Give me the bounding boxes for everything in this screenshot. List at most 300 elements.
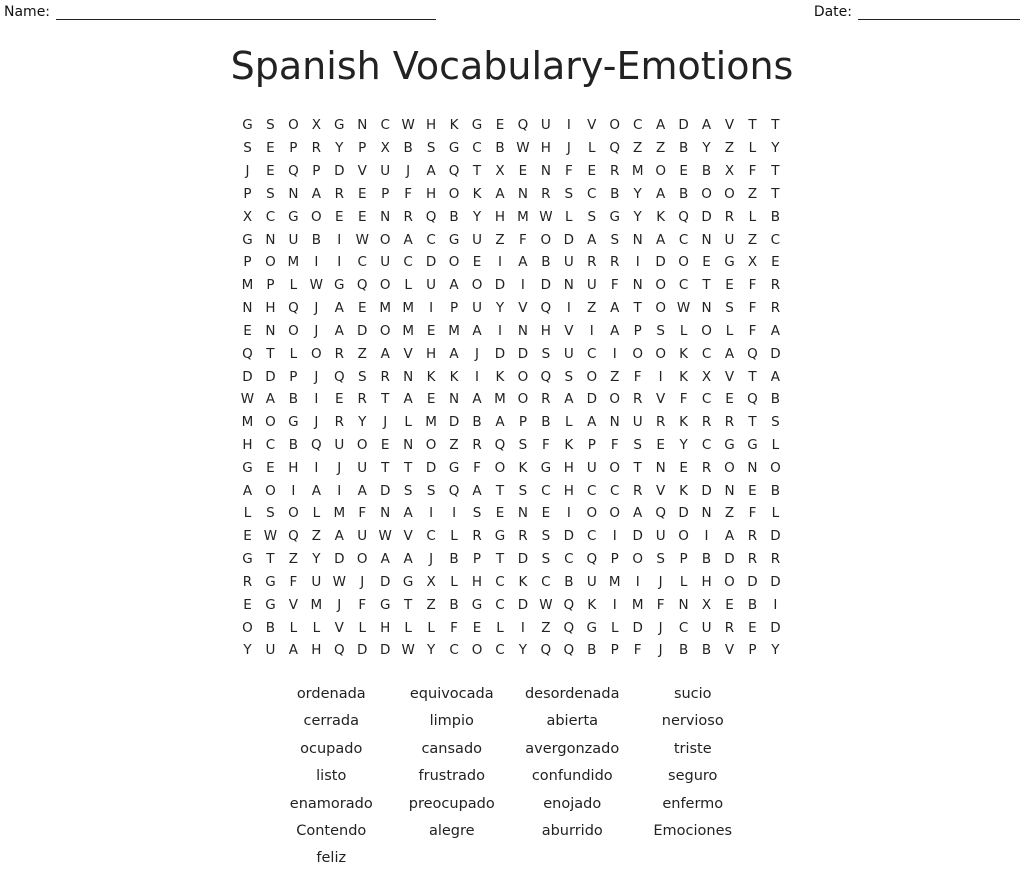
grid-letter: R [724,208,735,225]
grid-letter: I [520,619,525,636]
grid-letter: Q [540,300,552,317]
grid-letter: E [335,208,344,225]
grid-letter: Y [771,140,780,157]
grid-letter: R [541,185,551,202]
grid-letter: N [609,414,620,431]
grid-letter: E [357,208,367,225]
grid-letter: R [472,528,482,545]
grid-letter: A [403,505,413,522]
grid-letter: D [655,254,666,271]
grid-letter: A [495,185,505,202]
grid-letter: B [564,573,574,590]
grid-letter: G [747,437,758,453]
grid-letter: T [381,459,390,476]
grid-letter: E [725,391,734,408]
grid-letter: S [656,322,665,339]
grid-letter: Q [333,642,345,659]
grid-letter: A [587,414,597,431]
grid-letter: O [288,117,299,134]
grid-letter: V [403,528,413,545]
grid-letter: B [403,140,413,157]
grid-letter: F [404,185,413,202]
grid-letter: M [631,596,644,613]
grid-letter: J [314,322,319,339]
grid-letter: N [678,596,689,613]
grid-letter: M [517,208,529,225]
page-title: Spanish Vocabulary-Emotions [230,44,794,88]
grid-letter: Y [472,208,482,225]
grid-letter: V [403,345,413,362]
grid-letter: W [539,208,553,225]
grid-letter: D [770,573,781,590]
grid-letter: M [241,414,254,431]
grid-letter: X [701,596,712,613]
grid-letter: B [311,231,321,248]
grid-letter: O [379,322,391,339]
grid-letter: X [242,208,253,225]
grid-letter: D [494,345,506,362]
grid-letter: M [494,391,506,408]
grid-letter: E [426,322,436,339]
grid-letter: G [471,596,483,613]
grid-letter: F [450,619,458,636]
grid-letter: N [517,505,528,522]
grid-letter: O [724,573,735,590]
grid-letter: S [633,437,642,453]
grid-letter: O [586,368,598,385]
grid-letter: M [241,277,254,294]
grid-letter: Y [679,437,688,453]
grid-letter: E [266,163,275,180]
grid-letter: I [635,254,640,271]
grid-letter: R [632,482,643,499]
grid-letter: S [541,528,551,545]
grid-letter: H [563,459,574,476]
grid-letter: K [564,437,574,453]
grid-letter: D [448,414,460,431]
grid-letter: Q [448,163,460,180]
grid-letter: H [426,117,437,134]
grid-letter: D [563,231,575,248]
grid-letter: U [563,345,574,362]
date-label: Date: [813,4,852,20]
date-field [814,4,1020,20]
grid-letter: O [288,505,299,522]
word-list-item: ocupado [300,740,363,757]
grid-letter: O [678,528,689,545]
grid-letter: U [311,573,322,590]
grid-letter: N [655,459,666,476]
grid-letter: I [337,254,342,271]
word-list-item: listo [316,768,347,785]
grid-letter: B [288,437,299,453]
grid-letter: J [566,140,571,157]
grid-letter: D [770,345,781,362]
grid-letter: O [724,185,735,202]
grid-letter: O [609,459,621,476]
grid-letter: S [564,185,574,202]
grid-letter: O [655,163,666,180]
grid-letter: C [770,231,781,248]
grid-letter: Q [747,391,758,408]
grid-letter: H [426,185,437,202]
grid-letter: R [334,185,344,202]
grid-letter: W [539,596,553,613]
grid-letter: C [357,254,367,271]
grid-letter: J [658,642,663,659]
grid-letter: T [771,163,780,180]
grid-letter: F [656,596,665,613]
grid-letter: D [517,345,529,362]
grid-letter: G [448,231,460,248]
grid-letter: P [610,642,619,659]
grid-letter: I [497,254,502,271]
grid-letter: U [472,231,482,248]
grid-letter: E [702,254,711,271]
grid-letter: Z [656,140,666,157]
grid-letter: L [427,619,435,636]
grid-letter: S [656,551,665,568]
grid-letter: L [565,208,573,225]
grid-letter: K [472,185,482,202]
grid-letter: B [770,208,781,225]
grid-letter: B [541,414,551,431]
grid-letter: B [770,482,781,499]
grid-letter: A [701,117,712,134]
grid-letter: B [678,642,689,659]
word-list-item: aburrido [541,822,603,839]
grid-letter: E [266,140,275,157]
grid-letter: R [334,345,344,362]
grid-letter: K [449,368,459,385]
grid-letter: G [288,208,299,225]
grid-letter: F [610,277,619,294]
grid-letter: T [748,368,757,385]
grid-letter: G [242,459,253,476]
grid-letter: Y [358,414,367,431]
grid-letter: A [610,300,620,317]
grid-letter: J [658,573,663,590]
grid-letter: C [265,437,276,453]
word-list-item: equivocada [409,686,494,702]
grid-letter: R [357,391,367,408]
grid-letter: A [311,185,321,202]
grid-letter: Q [586,551,598,568]
grid-letter: G [724,437,735,453]
grid-letter: A [724,528,735,545]
grid-letter: O [242,619,253,636]
grid-letter: O [288,322,299,339]
grid-letter: L [725,322,734,339]
grid-letter: D [632,619,643,636]
grid-letter: A [724,345,735,362]
grid-letter: X [701,368,712,385]
grid-letter: X [747,254,758,271]
grid-letter: K [679,414,689,431]
grid-letter: Z [747,231,758,248]
grid-letter: Z [426,596,436,613]
grid-letter: G [242,231,253,248]
grid-letter: L [289,345,298,362]
grid-letter: A [564,391,574,408]
grid-letter: Q [425,208,437,225]
word-list-item: frustrado [418,768,485,785]
grid-letter: O [356,437,368,453]
grid-letter: O [632,551,643,568]
grid-letter: V [724,368,735,385]
grid-letter: J [406,163,411,180]
grid-letter: C [541,482,551,499]
grid-letter: A [656,185,666,202]
grid-letter: H [380,619,391,636]
grid-letter: N [563,277,574,294]
grid-letter: A [334,528,344,545]
grid-letter: C [587,345,597,362]
grid-letter: O [471,277,483,294]
grid-letter: L [748,208,757,225]
grid-letter: A [495,414,505,431]
grid-letter: F [748,505,757,522]
grid-letter: M [631,163,644,180]
grid-letter: I [589,322,594,339]
word-list-item: abierta [546,713,599,730]
grid-letter: R [770,551,781,568]
grid-letter: R [242,573,253,590]
grid-letter: O [425,437,437,453]
grid-letter: O [448,254,460,271]
grid-letter: L [312,505,321,522]
grid-letter: L [565,414,573,431]
grid-letter: E [472,619,482,636]
grid-letter: V [587,117,597,134]
grid-letter: N [517,185,528,202]
grid-letter: Q [448,482,460,499]
grid-letter: S [518,437,528,453]
grid-letter: N [380,505,391,522]
grid-letter: G [288,414,299,431]
grid-letter: J [475,345,479,362]
grid-letter: P [243,254,252,271]
grid-letter: H [288,459,299,476]
grid-letter: A [380,345,390,362]
grid-letter: D [632,528,643,545]
grid-letter: P [289,368,298,385]
grid-letter: D [334,551,345,568]
grid-letter: G [265,596,276,613]
grid-letter: D [334,163,345,180]
grid-letter: I [314,459,319,476]
grid-letter: J [245,163,250,180]
grid-letter: A [334,322,344,339]
grid-letter: Z [288,551,298,568]
grid-letter: D [540,277,552,294]
grid-letter: N [701,505,712,522]
grid-letter: Q [540,642,552,659]
grid-letter: O [540,231,552,248]
grid-letter: G [494,528,506,545]
grid-letter: C [495,573,505,590]
grid-letter: U [288,231,299,248]
grid-letter: C [403,254,413,271]
grid-letter: O [632,345,643,362]
grid-letter: R [541,391,551,408]
grid-letter: S [771,414,780,431]
grid-letter: E [335,391,344,408]
grid-letter: C [380,117,390,134]
grid-letter: U [380,254,391,271]
grid-letter: V [357,163,367,180]
grid-letter: O [655,300,666,317]
grid-letter: D [494,277,506,294]
grid-letter: W [332,573,346,590]
word-list-item: triste [673,740,712,757]
grid-letter: G [586,619,597,636]
grid-letter: Y [771,642,780,659]
grid-letter: O [701,185,712,202]
grid-letter: L [404,414,412,431]
grid-letter: L [610,619,619,636]
grid-letter: C [564,551,574,568]
grid-letter: I [658,368,663,385]
grid-letter: A [610,322,620,339]
grid-letter: M [287,254,300,271]
grid-letter: F [289,573,298,590]
grid-letter: D [563,528,575,545]
word-list-item: preocupado [408,795,495,812]
grid-letter: Z [747,185,758,202]
grid-letter: Y [633,208,642,225]
grid-letter: F [519,231,527,248]
grid-letter: Z [311,528,321,545]
grid-letter: S [266,117,275,134]
grid-letter: R [403,208,413,225]
grid-letter: A [656,231,666,248]
grid-letter: F [748,277,757,294]
grid-letter: J [337,459,342,476]
grid-letter: Q [563,642,575,659]
grid-letter: J [429,551,434,568]
grid-letter: R [655,414,666,431]
grid-letter: T [495,551,505,568]
grid-letter: P [381,185,390,202]
grid-letter: U [724,231,735,248]
grid-letter: R [747,528,758,545]
grid-letter: O [265,254,276,271]
grid-letter: H [701,573,712,590]
grid-letter: I [497,322,502,339]
grid-letter: U [586,459,597,476]
grid-letter: H [265,300,276,317]
word-list-item: avergonzado [525,740,620,757]
grid-letter: S [403,482,413,499]
grid-letter: L [404,619,412,636]
grid-letter: E [518,163,528,180]
grid-letter: C [701,437,712,453]
name-blank-line [56,5,436,20]
grid-letter: A [403,231,413,248]
grid-letter: P [289,140,298,157]
grid-letter: A [449,345,459,362]
grid-letter: T [266,345,275,362]
grid-letter: R [701,459,712,476]
word-list-item: Emociones [653,822,733,839]
grid-letter: N [403,368,414,385]
grid-letter: M [333,505,346,522]
grid-letter: Y [633,185,642,202]
grid-letter: F [610,437,619,453]
grid-letter: C [632,117,643,134]
word-list-item: desordenada [524,686,620,702]
grid-letter: R [472,437,482,453]
grid-letter: R [334,414,344,431]
grid-letter: O [586,505,598,522]
grid-letter: E [748,619,757,636]
grid-letter: S [541,551,551,568]
grid-letter: O [609,505,621,522]
grid-letter: H [426,345,437,362]
grid-letter: V [724,642,735,659]
grid-letter: D [747,573,758,590]
word-list-item: cansado [421,740,483,757]
grid-letter: Q [563,596,575,613]
grid-letter: C [426,231,436,248]
grid-letter: U [334,437,345,453]
grid-letter: J [337,596,342,613]
grid-letter: Q [311,437,322,453]
grid-letter: K [679,482,689,499]
grid-letter: W [240,391,255,408]
grid-letter: Z [633,140,643,157]
grid-letter: A [426,163,436,180]
grid-letter: E [495,117,505,134]
grid-letter: Y [518,642,528,659]
grid-letter: K [495,368,505,385]
grid-letter: O [655,277,666,294]
grid-letter: B [701,642,712,659]
grid-letter: T [266,551,275,568]
grid-letter: S [426,140,436,157]
grid-letter: A [288,642,298,659]
grid-letter: R [724,619,735,636]
grid-letter: N [357,117,368,134]
word-search-grid [236,114,787,662]
grid-letter: C [678,277,689,294]
grid-letter: G [334,117,345,134]
grid-letter: L [289,277,298,294]
word-list-item: enamorado [289,795,373,812]
grid-letter: O [265,414,276,431]
grid-letter: U [632,414,643,431]
grid-letter: Q [563,619,575,636]
grid-letter: E [541,505,551,522]
grid-letter: C [472,140,482,157]
grid-letter: S [518,482,528,499]
grid-letter: A [311,482,321,499]
grid-letter: G [334,277,345,294]
grid-letter: A [587,231,597,248]
grid-letter: E [266,459,275,476]
word-list-item: limpio [429,713,474,730]
grid-letter: B [449,596,459,613]
grid-letter: Q [333,368,345,385]
grid-letter: Y [312,551,321,568]
grid-letter: C [701,391,712,408]
grid-letter: I [612,596,617,613]
grid-letter: Y [426,642,436,659]
grid-letter: H [563,482,574,499]
grid-letter: T [702,277,711,294]
grid-letter: D [770,619,781,636]
